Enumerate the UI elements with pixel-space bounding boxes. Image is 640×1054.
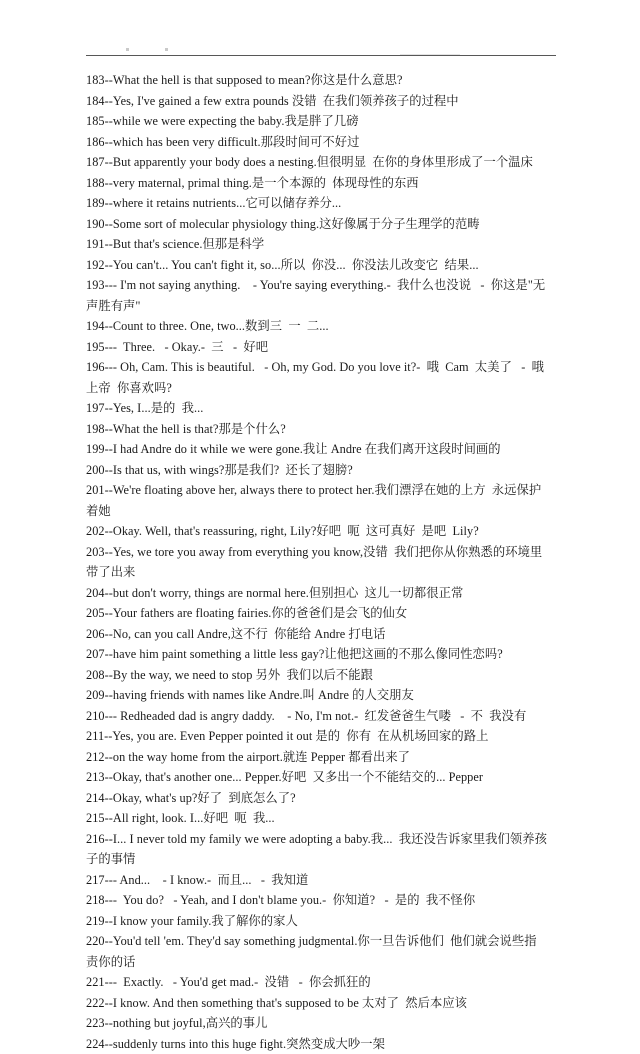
subtitle-line: 194--Count to three. One, two...数到三 一 二... (86, 316, 548, 337)
subtitle-line: 208--By the way, we need to stop 另外 我们以后不能跟 (86, 665, 548, 686)
subtitle-line: 222--I know. And then something that's supposed to be 太对了 然后本应该 (86, 993, 548, 1014)
subtitle-line: 213--Okay, that's another one... Pepper.好吧 又多出一个不能结交的... Pepper (86, 767, 548, 788)
subtitle-line: 215--All right, look. I...好吧 呃 我... (86, 808, 548, 829)
subtitle-line: 218--- You do? - Yeah, and I don't blame you.- 你知道? - 是的 我不怪你 (86, 890, 548, 911)
header-rule-zone (86, 44, 556, 62)
subtitle-line: 202--Okay. Well, that's reassuring, right, Lily?好吧 呃 这可真好 是吧 Lily? (86, 521, 548, 542)
subtitle-line: 188--very maternal, primal thing.是一个本源的 体现母性的东西 (86, 173, 548, 194)
subtitle-line: 219--I know your family.我了解你的家人 (86, 911, 548, 932)
subtitle-line: 207--have him paint something a little less gay?让他把这画的不那么像同性恋吗? (86, 644, 548, 665)
subtitle-line: 198--What the hell is that?那是个什么? (86, 419, 548, 440)
subtitle-line: 185--while we were expecting the baby.我是胖了几磅 (86, 111, 548, 132)
subtitle-line: 187--But apparently your body does a nesting.但很明显 在你的身体里形成了一个温床 (86, 152, 548, 173)
subtitle-line: 221--- Exactly. - You'd get mad.- 没错 - 你会抓狂的 (86, 972, 548, 993)
subtitle-line: 197--Yes, I...是的 我... (86, 398, 548, 419)
subtitle-line: 193--- I'm not saying anything. - You're saying everything.- 我什么也没说 - 你这是"无声胜有声" (86, 275, 548, 316)
header-divider (86, 55, 556, 56)
subtitle-line: 212--on the way home from the airport.就连 Pepper 都看出来了 (86, 747, 548, 768)
subtitle-line: 214--Okay, what's up?好了 到底怎么了? (86, 788, 548, 809)
subtitle-line: 186--which has been very difficult.那段时间可不好过 (86, 132, 548, 153)
subtitle-line: 211--Yes, you are. Even Pepper pointed it out 是的 你有 在从机场回家的路上 (86, 726, 548, 747)
subtitle-line: 209--having friends with names like Andre.叫 Andre 的人交朋友 (86, 685, 548, 706)
subtitle-line: 210--- Redheaded dad is angry daddy. - No, I'm not.- 红发爸爸生气喽 - 不 我没有 (86, 706, 548, 727)
rule-tick-icon-2 (165, 48, 168, 51)
rule-tick-icon-1 (126, 48, 129, 51)
subtitle-line: 196--- Oh, Cam. This is beautiful. - Oh, my God. Do you love it?- 哦 Cam 太美了 - 哦 上帝 你喜欢吗? (86, 357, 548, 398)
subtitle-line: 199--I had Andre do it while we were gone.我让 Andre 在我们离开这段时间画的 (86, 439, 548, 460)
subtitle-line: 205--Your fathers are floating fairies.你的爸爸们是会飞的仙女 (86, 603, 548, 624)
subtitle-line: 223--nothing but joyful,高兴的事儿 (86, 1013, 548, 1034)
subtitle-line: 216--I... I never told my family we were adopting a baby.我... 我还没告诉家里我们领养孩子的事情 (86, 829, 548, 870)
subtitle-line: 203--Yes, we tore you away from everything you know,没错 我们把你从你熟悉的环境里带了出来 (86, 542, 548, 583)
subtitle-line: 204--but don't worry, things are normal here.但别担心 这儿一切都很正常 (86, 583, 548, 604)
subtitle-line: 191--But that's science.但那是科学 (86, 234, 548, 255)
subtitle-line: 224--suddenly turns into this huge fight.突然变成大吵一架 (86, 1034, 548, 1054)
subtitle-line: 200--Is that us, with wings?那是我们? 还长了翅膀? (86, 460, 548, 481)
subtitle-line-list (86, 70, 548, 1054)
subtitle-line: 195--- Three. - Okay.- 三 - 好吧 (86, 337, 548, 358)
subtitle-line: 184--Yes, I've gained a few extra pounds 没错 在我们领养孩子的过程中 (86, 91, 548, 112)
subtitle-line: 192--You can't... You can't fight it, so...所以 你没... 你没法儿改变它 结果... (86, 255, 548, 276)
subtitle-line: 220--You'd tell 'em. They'd say something judgmental.你一旦告诉他们 他们就会说些指责你的话 (86, 931, 548, 972)
subtitle-line: 206--No, can you call Andre,这不行 你能给 Andre 打电话 (86, 624, 548, 645)
subtitle-line: 190--Some sort of molecular physiology thing.这好像属于分子生理学的范畴 (86, 214, 548, 235)
rule-tick-marks (86, 44, 556, 55)
subtitle-line: 189--where it retains nutrients...它可以储存养分... (86, 193, 548, 214)
subtitle-line: 183--What the hell is that supposed to mean?你这是什么意思? (86, 70, 548, 91)
subtitle-line: 217--- And... - I know.- 而且... - 我知道 (86, 870, 548, 891)
subtitle-line: 201--We're floating above her, always there to protect her.我们漂浮在她的上方 永远保护着她 (86, 480, 548, 521)
